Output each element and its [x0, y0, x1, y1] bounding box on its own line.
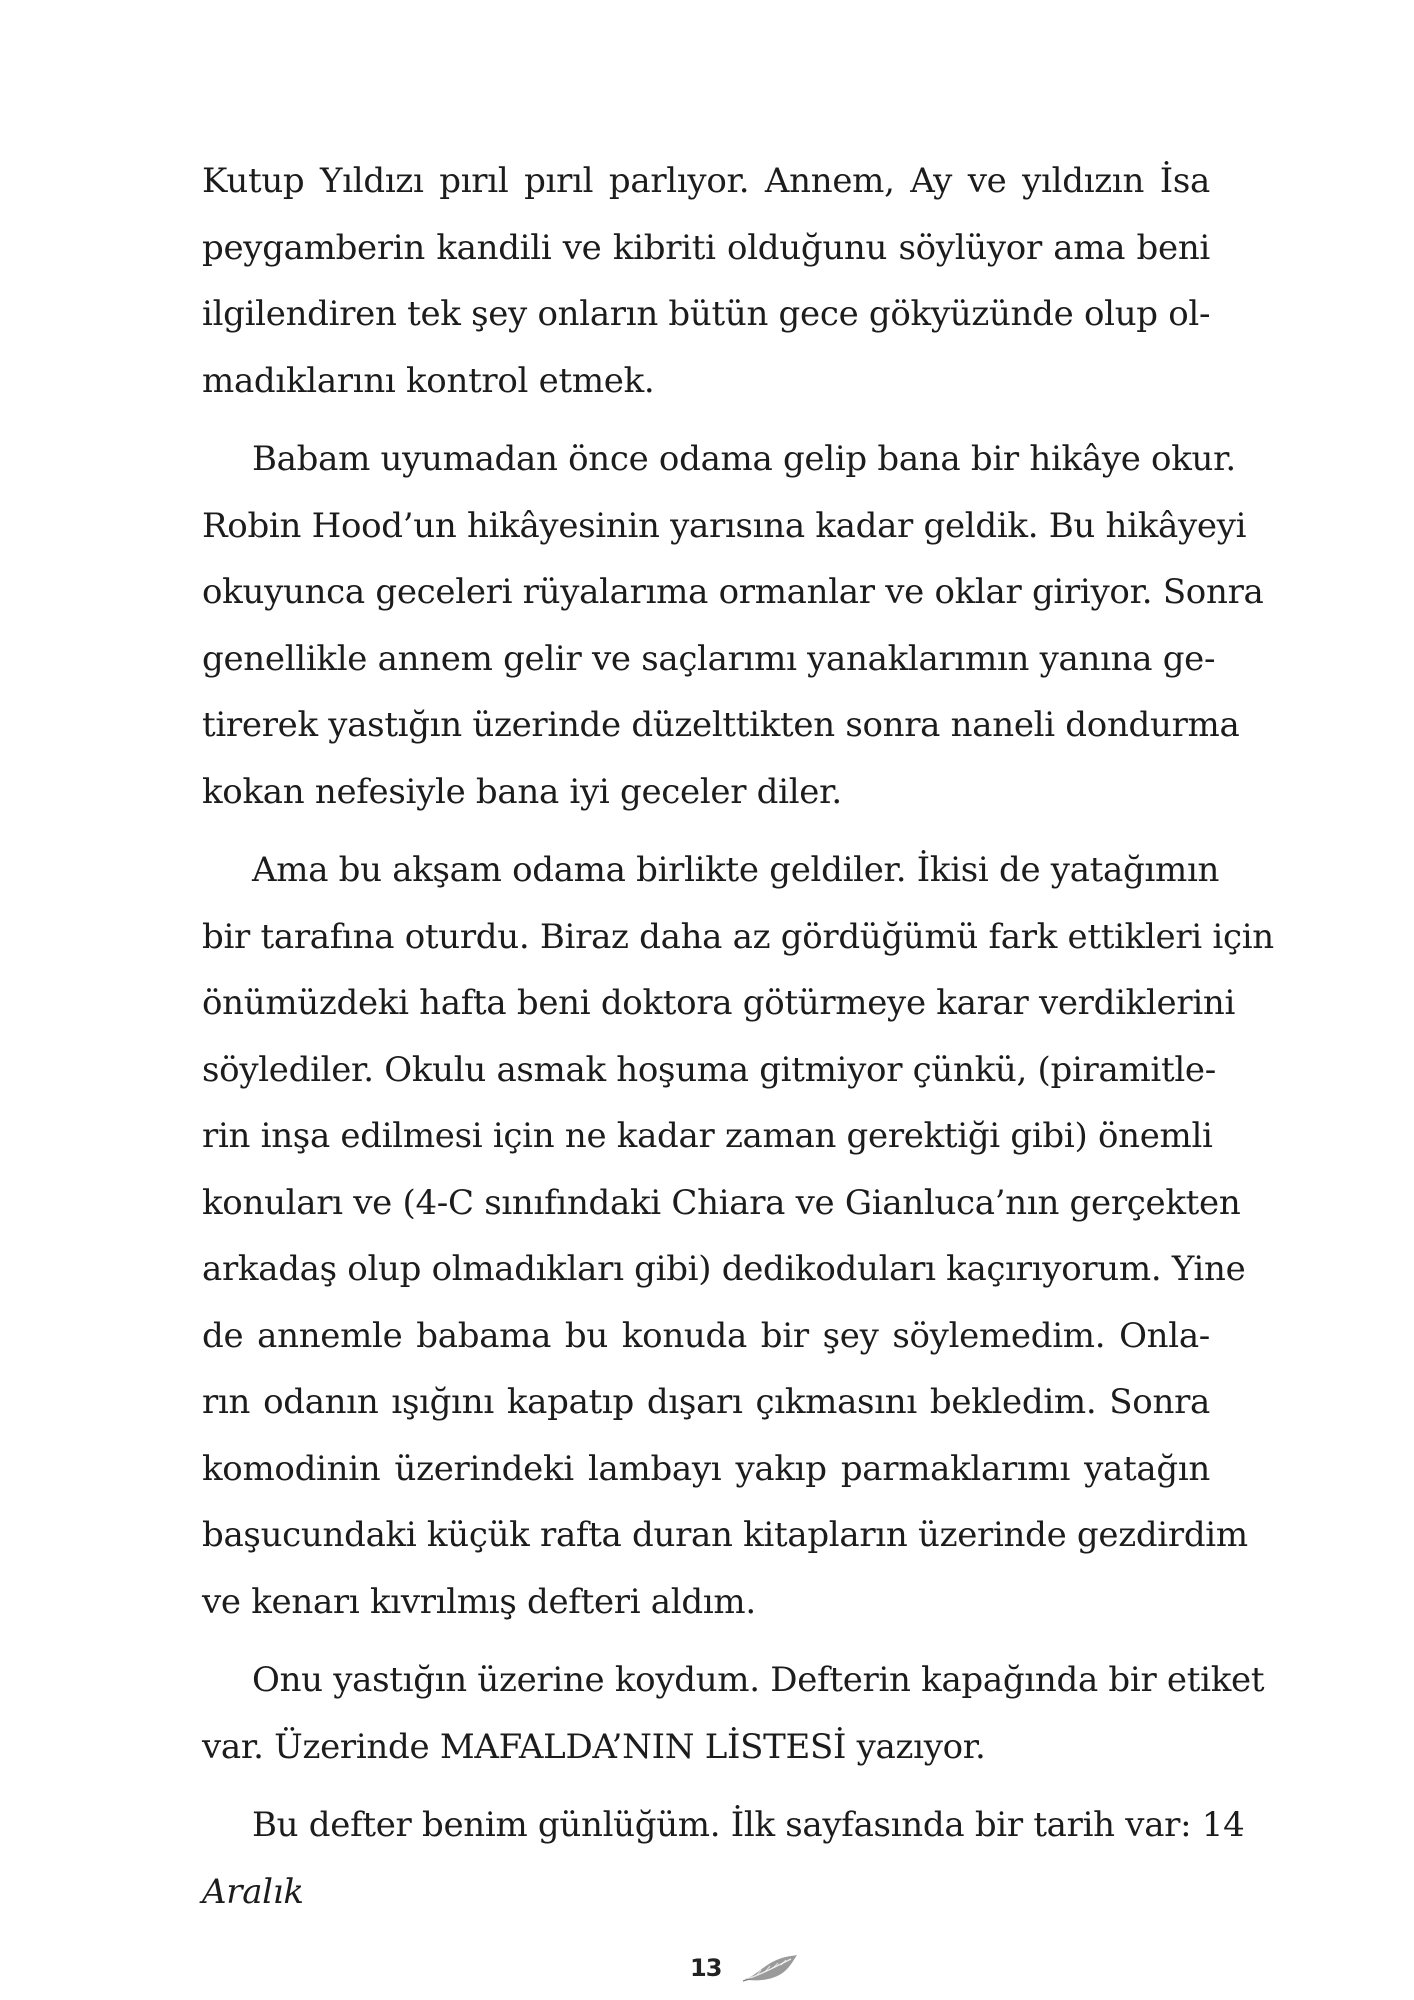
text-line: Kutup Yıldızı pırıl pırıl parlıyor. Annem, Ay ve yıldızın İsa	[202, 161, 1210, 201]
text-line: Babam uyumadan önce odama gelip bana bir hikâye okur.	[252, 439, 1236, 479]
text-line: okuyunca geceleri rüyalarıma ormanlar ve oklar giriyor. Sonra	[202, 572, 1264, 612]
text-line: kokan nefesiyle bana iyi geceler diler.	[202, 771, 842, 812]
text-line: rin inşa edilmesi için ne kadar zaman gerektiği gibi) önemli	[202, 1116, 1213, 1156]
paragraph-3	[202, 837, 1274, 1635]
leaf-icon	[741, 1951, 799, 1985]
text-line: peygamberin kandili ve kibriti olduğunu söylüyor ama beni	[202, 227, 1210, 268]
paragraph-2	[202, 426, 1264, 825]
text-line: genellikle annem gelir ve saçlarımı yanaklarımın yanına ge-	[202, 638, 1216, 679]
body-text	[202, 148, 1274, 1937]
text-line: var. Üzerinde MAFALDA’NIN LİSTESİ yazıyor.	[202, 1726, 986, 1767]
page-footer	[690, 1948, 799, 1988]
paragraph-1	[202, 148, 1210, 414]
text-line: de annemle babama bu konuda bir şey söylemedim. Onla-	[202, 1315, 1210, 1356]
date-italic: Aralık	[202, 1871, 304, 1912]
paragraph-4	[202, 1647, 1265, 1780]
text-line: komodinin üzerindeki lambayı yakıp parmaklarımı yatağın	[202, 1448, 1210, 1489]
text-line: tirerek yastığın üzerinde düzelttikten sonra naneli dondurma	[202, 705, 1240, 745]
text-line: bir tarafına oturdu. Biraz daha az gördüğümü fark ettikleri için	[202, 916, 1274, 957]
text-line: Ama bu akşam odama birlikte geldiler. İkisi de yatağımın	[252, 850, 1220, 890]
text-line: madıklarını kontrol etmek.	[202, 360, 655, 401]
text-line: Onu yastığın üzerine koydum. Defterin kapağında bir etiket	[252, 1660, 1265, 1700]
text-line: söylediler. Okulu asmak hoşuma gitmiyor çünkü, (piramitle-	[202, 1049, 1216, 1090]
text-line: Robin Hood’un hikâyesinin yarısına kadar geldik. Bu hikâyeyi	[202, 505, 1247, 546]
text-line: Bu defter benim günlüğüm. İlk sayfasında bir tarih var: 14	[252, 1805, 1245, 1845]
text-line: rın odanın ışığını kapatıp dışarı çıkmasını bekledim. Sonra	[202, 1382, 1210, 1422]
text-line: ilgilendiren tek şey onların bütün gece gökyüzünde olup ol-	[202, 294, 1211, 334]
text-line: ve kenarı kıvrılmış defteri aldım.	[202, 1581, 756, 1622]
text-line: önümüzdeki hafta beni doktora götürmeye karar verdiklerini	[202, 983, 1236, 1023]
paragraph-5	[202, 1792, 1245, 1925]
page-number: 13	[690, 1954, 722, 1982]
text-line: arkadaş olup olmadıkları gibi) dedikoduları kaçırıyorum. Yine	[202, 1249, 1246, 1289]
text-line: başucundaki küçük rafta duran kitapların üzerinde gezdirdim	[202, 1515, 1248, 1555]
text-line: konuları ve (4-C sınıfındaki Chiara ve Gianluca’nın gerçekten	[202, 1182, 1241, 1223]
